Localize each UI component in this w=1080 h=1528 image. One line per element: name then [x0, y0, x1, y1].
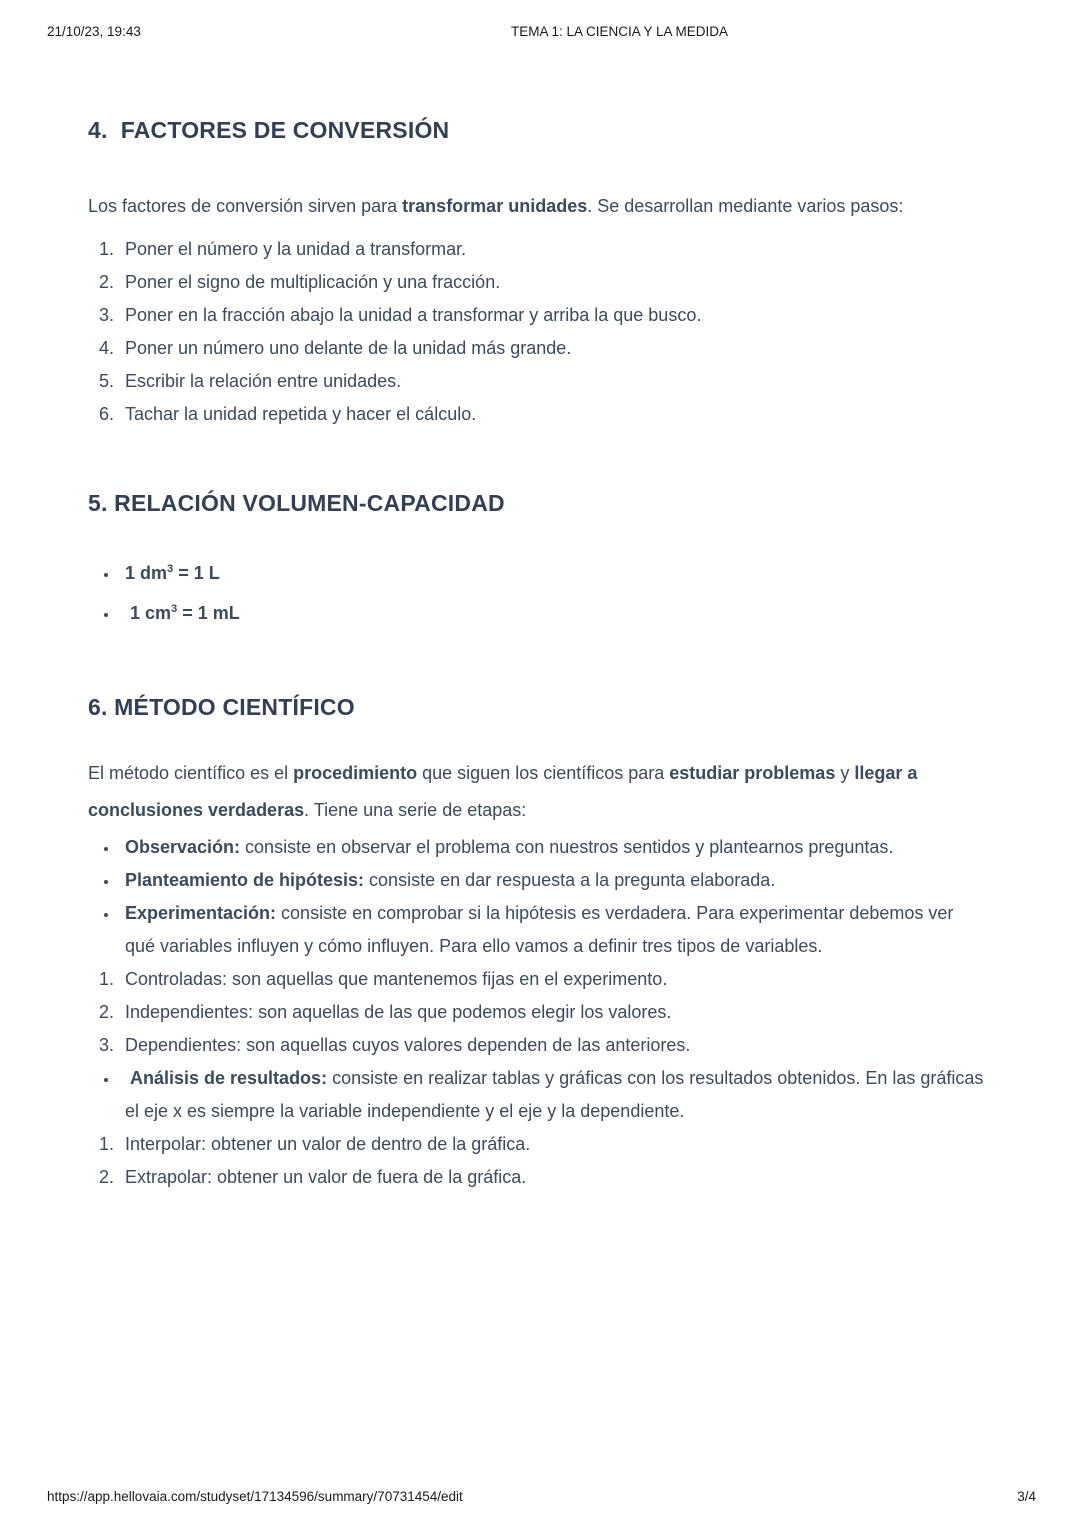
list-item: 1. Interpolar: obtener un valor de dentro de la gráfica. — [119, 1128, 988, 1161]
volume-equivalences-list — [88, 553, 988, 633]
list-item: 4. Poner un número uno delante de la unidad más grande. — [119, 332, 988, 365]
list-item: 2. Poner el signo de multiplicación y una fracción. — [119, 266, 988, 299]
conversion-intro-paragraph: Los factores de conversión sirven para transformar unidades. Se desarrollan mediante varios pasos: — [88, 196, 904, 216]
list-item: • Experimentación: consiste en comprobar si la hipótesis es verdadera. Para experimentar debemos ver qué variables influyen y cómo influyen. Para ello vamos a definir tres tipos de variables. — [119, 897, 988, 963]
list-item: • 1 $dm^3 = 1$ L — [119, 553, 988, 593]
list-item: • Planteamiento de hipótesis: consiste en dar respuesta a la pregunta elaborada. — [119, 864, 988, 897]
page-number: 3/4 — [1017, 1489, 1036, 1504]
print-header — [47, 24, 1036, 42]
section-heading-factores-de-conversion: 4. FACTORES DE CONVERSIÓN — [88, 117, 450, 143]
print-footer — [47, 1489, 1036, 1504]
section-heading-relacion-volumen-capacidad: 5. RELACIÓN VOLUMEN-CAPACIDAD — [88, 490, 505, 516]
list-item: 3. Poner en la fracción abajo la unidad a transformar y arriba la que busco. — [119, 299, 988, 332]
metodo-stages-list — [88, 831, 988, 963]
print-datetime: 21/10/23, 19:43 — [47, 24, 141, 39]
list-item: • 1 $cm^3 = 1$ mL — [119, 593, 988, 633]
list-item: 1. Poner el número y la unidad a transformar. — [119, 233, 988, 266]
list-item: 2. Independientes: son aquellas de las que podemos elegir los valores. — [119, 996, 988, 1029]
variable-types-list — [88, 963, 988, 1062]
analysis-list — [88, 1062, 988, 1128]
footer-url: https://app.hellovaia.com/studyset/17134596/summary/70731454/edit — [47, 1489, 463, 1504]
list-item: 5. Escribir la relación entre unidades. — [119, 365, 988, 398]
list-item: • Observación: consiste en observar el problema con nuestros sentidos y plantearnos preguntas. — [119, 831, 988, 864]
document-title: TEMA 1: LA CIENCIA Y LA MEDIDA — [510, 24, 729, 39]
list-item: 6. Tachar la unidad repetida y hacer el cálculo. — [119, 398, 988, 431]
list-item: 1. Controladas: son aquellas que mantenemos fijas en el experimento. — [119, 963, 988, 996]
conversion-steps-list — [88, 233, 988, 431]
section-heading-metodo-cientifico: 6. MÉTODO CIENTÍFICO — [88, 694, 355, 720]
list-item: • Análisis de resultados: consiste en realizar tablas y gráficas con los resultados obtenidos. En las gráficas el eje x es siempre la variable independiente y el eje y la dependiente. — [119, 1062, 988, 1128]
list-item: 2. Extrapolar: obtener un valor de fuera de la gráfica. — [119, 1161, 988, 1194]
list-item: 3. Dependientes: son aquellas cuyos valores dependen de las anteriores. — [119, 1029, 988, 1062]
metodo-intro-paragraph: El método científico es el procedimiento que siguen los científicos para estudiar problemas y llegar a conclusiones verdaderas. Tiene una serie de etapas: — [88, 763, 918, 820]
graph-operations-list — [88, 1128, 988, 1194]
